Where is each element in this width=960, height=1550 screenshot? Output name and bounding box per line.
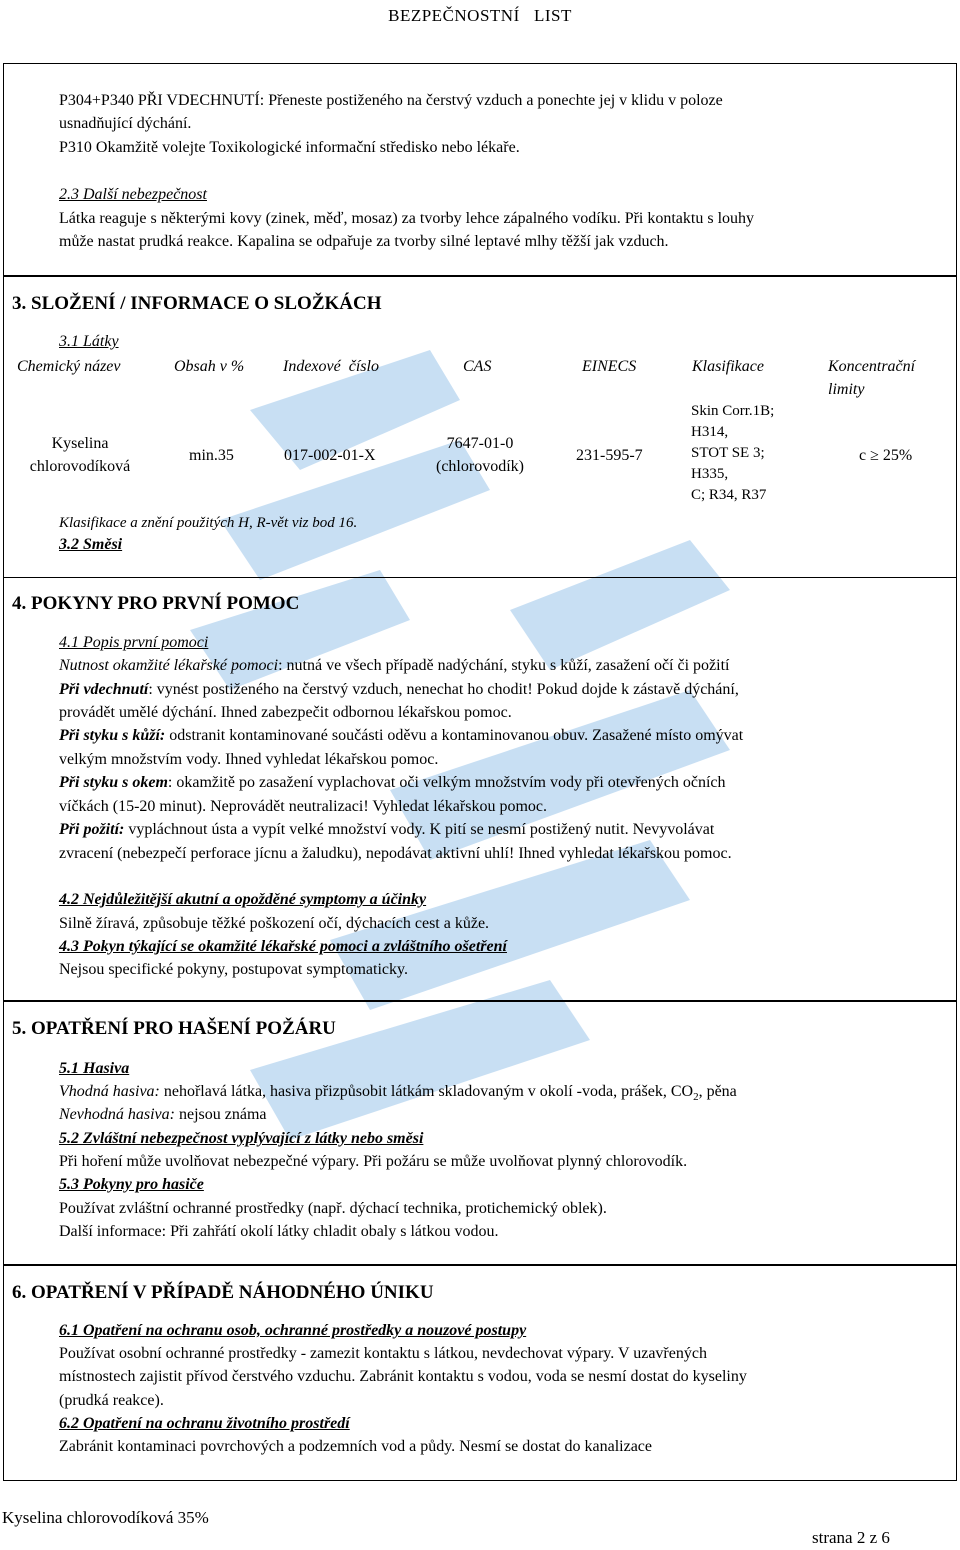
section-4-3-title: 4.3 Pokyn týkající se okamžité lékařské pomoci a zvláštního ošetření — [59, 938, 507, 955]
inhalation-text: : vynést postiženého na čerstvý vzduch, nenechat ho chodit! Pokud dojde k zástavě dýchání, — [148, 681, 739, 698]
section-5-3-line1: Používat zvláštní ochranné prostředky (např. dýchací technika, protichemický oblek). — [59, 1200, 607, 1217]
section-5-2-text: Při hoření může uvolňovat nebezpečné výpary. Při požáru se může uvolňovat plynný chlorovodík. — [59, 1153, 688, 1170]
section-6-2-title: 6.2 Opatření na ochranu životního prostředí — [59, 1415, 350, 1432]
section-4-1-title: 4.1 Popis první pomoci — [59, 634, 209, 651]
urgent-text: : nutná ve všech případě nadýchání, styku s kůží, zasažení očí či požití — [278, 657, 730, 674]
ingestion-label: Při požití: — [59, 821, 125, 838]
suitable-subscript: 2 — [693, 1091, 699, 1104]
first-aid-line4 — [59, 724, 743, 748]
cell-cas-line1: 7647-01-0 — [446, 435, 514, 452]
skin-text: odstranit kontaminované součásti oděvu a kontaminovanou obuv. Zasažené místo omývat — [165, 727, 744, 744]
eye-label: Při styku s okem — [59, 774, 168, 791]
section-5-1-title: 5.1 Hasiva — [59, 1060, 130, 1077]
first-aid-line5: velkým množstvím vody. Ihned vyhledat lékařskou pomoc. — [59, 751, 439, 768]
section-5-3-line2: Další informace: Při zahřátí okolí látky chladit obaly s látkou vodou. — [59, 1223, 499, 1240]
section-6-1-line1: Používat osobní ochranné prostředky - zamezit kontaktu s látkou, nevdechovat výpary. V uzavřených — [59, 1345, 707, 1362]
first-aid-line3: provádět umělé dýchání. Ihned zabezpečit odbornou lékařskou pomoc. — [59, 704, 512, 721]
skin-label: Při styku s kůží: — [59, 727, 166, 744]
section-5-2-title: 5.2 Zvláštní nebezpečnost vyplývající z látky nebo směsi — [59, 1130, 424, 1147]
col-einecs: EINECS — [582, 358, 637, 375]
inhalation-label: Při vdechnutí — [59, 681, 149, 698]
class-line: H314, — [691, 424, 729, 440]
cell-name-line2: chlorovodíková — [29, 458, 131, 475]
suitable-end: , pěna — [698, 1083, 737, 1100]
col-index-number: Indexové číslo — [283, 358, 379, 375]
section-4-2-title: 4.2 Nejdůležitější akutní a opožděné symptomy a účinky — [59, 891, 427, 908]
section-4-2-text: Silně žíravá, způsobuje těžké poškození očí, dýchacích cest a kůže. — [59, 915, 490, 932]
section-5-3-title: 5.3 Pokyny pro hasiče — [59, 1176, 204, 1193]
cell-index: 017-002-01-X — [284, 447, 376, 464]
urgent-label: Nutnost okamžité lékařské pomoci — [59, 657, 279, 674]
unsuitable-text: nejsou známa — [174, 1106, 267, 1123]
first-aid-line6 — [59, 771, 726, 795]
first-aid-line2 — [59, 678, 739, 702]
section-3-2-title: 3.2 Směsi — [59, 536, 123, 553]
p304-line2: usnadňující dýchání. — [59, 115, 192, 132]
col-concentration: Koncentrační — [828, 358, 916, 375]
col-classification: Klasifikace — [692, 358, 764, 375]
p310-line: P310 Okamžitě volejte Toxikologické informační středisko nebo lékaře. — [59, 139, 520, 156]
first-aid-line9: zvracení (nebezpečí perforace jícnu a žaludku), nepodávat aktivní uhlí! Ihned vyhledat lékařskou pomoc. — [59, 845, 732, 862]
footer-page-number: strana 2 z 6 — [812, 1528, 890, 1547]
section-4-title: 4. POKYNY PRO PRVNÍ POMOC — [12, 593, 300, 614]
section-3-1-title: 3.1 Látky — [59, 333, 119, 350]
footer-product-name: Kyselina chlorovodíková 35% — [2, 1508, 209, 1527]
col-content: Obsah v % — [174, 358, 245, 375]
eye-text: : okamžitě po zasažení vyplachovat oči velkým množstvím vody při otevřených očních — [167, 774, 726, 791]
col-cas: CAS — [463, 358, 492, 375]
section-5-title: 5. OPATŘENÍ PRO HAŠENÍ POŽÁRU — [12, 1018, 336, 1039]
section-6-title: 6. OPATŘENÍ V PŘÍPADĚ NÁHODNÉHO ÚNIKU — [12, 1282, 434, 1303]
section-6-1-line3: (prudká reakce). — [59, 1392, 164, 1409]
class-line: STOT SE 3; — [691, 445, 765, 461]
cell-content: min.35 — [189, 447, 234, 464]
col-chemical-name: Chemický název — [17, 358, 121, 375]
section-4-3-text: Nejsou specifické pokyny, postupovat symptomaticky. — [59, 961, 408, 978]
section-3-title: 3. SLOŽENÍ / INFORMACE O SLOŽKÁCH — [12, 293, 382, 314]
unsuitable-label: Nevhodná hasiva: — [59, 1106, 175, 1123]
first-aid-line1 — [59, 654, 729, 678]
section-2-3-line1: Látka reaguje s některými kovy (zinek, měď, mosaz) za tvorby lehce zápalného vodíku. Při kontaktu s louhy — [59, 210, 755, 227]
section-6-1-line2: místnostech zajistit přívod čerstvého vzduchu. Zabránit kontaktu s vodou, voda se nesmí dostat do kyseliny — [59, 1368, 747, 1385]
section-2-3-title: 2.3 Další nebezpečnost — [59, 186, 207, 203]
section-6-1-title: 6.1 Opatření na ochranu osob, ochranné prostředky a nouzové postupy — [59, 1322, 527, 1339]
cell-einecs: 231-595-7 — [576, 447, 643, 464]
ingestion-text: vypláchnout ústa a vypít velké množství vody. K pití se nesmí postižený nutit. Nevyvolávat — [124, 821, 715, 838]
document-header-title: BEZPEČNOSTNÍ LIST — [388, 6, 572, 25]
first-aid-line7: víčkách (15-20 minut). Neprovádět neutralizaci! Vyhledat lékařskou pomoc. — [59, 798, 547, 815]
class-line: Skin Corr.1B; — [691, 403, 775, 419]
suitable-label: Vhodná hasiva: — [59, 1083, 160, 1100]
class-line: H335, — [691, 466, 729, 482]
p304-line1: P304+P340 PŘI VDECHNUTÍ: Přeneste postiženého na čerstvý vzduch a ponechte jej v klidu v poloze — [59, 92, 723, 109]
cell-limit: c ≥ 25% — [859, 447, 913, 464]
col-limits: limity — [828, 381, 865, 398]
cell-name-line1: Kyselina — [51, 435, 109, 452]
first-aid-line8 — [59, 818, 714, 842]
section-6-2-text: Zabránit kontaminaci povrchových a podzemních vod a půdy. Nesmí se dostat do kanalizace — [59, 1438, 652, 1455]
section-2-3-line2: může nastat prudká reakce. Kapalina se odpařuje za tvorby silné leptavé mlhy těžší jak vzduch. — [59, 233, 669, 250]
cell-cas-line2: (chlorovodík) — [436, 458, 524, 475]
suitable-text: nehořlavá látka, hasiva přizpůsobit látkám skladovaným v okolí -voda, prášek, CO — [159, 1083, 694, 1100]
classification-note: Klasifikace a znění použitých H, R-vět viz bod 16. — [59, 515, 358, 531]
cell-classification — [691, 401, 774, 506]
class-line: C; R34, R37 — [691, 487, 767, 503]
unsuitable-media-line — [59, 1103, 267, 1127]
